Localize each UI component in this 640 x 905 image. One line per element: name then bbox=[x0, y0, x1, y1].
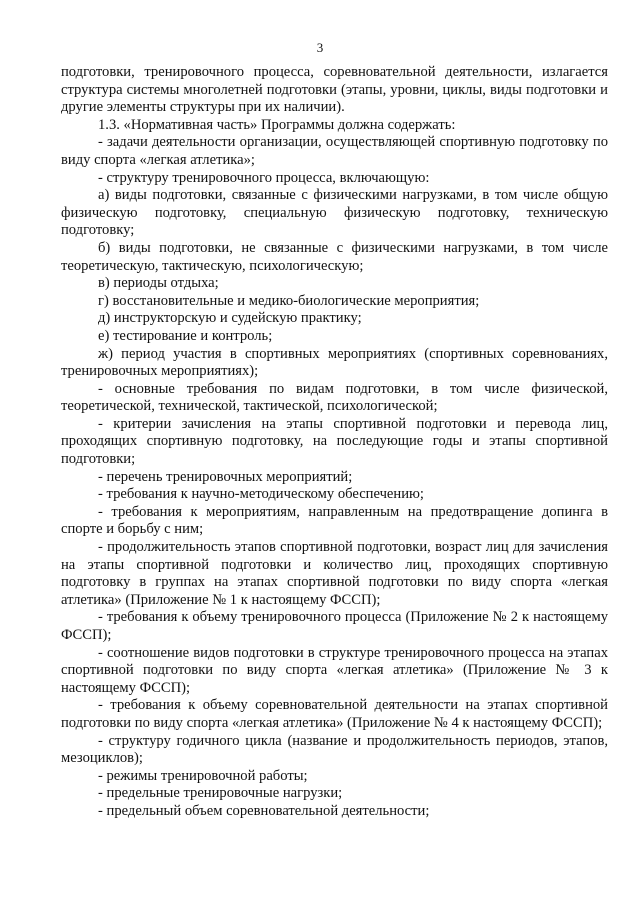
list-item: - перечень тренировочных мероприятий; bbox=[98, 468, 353, 485]
sub-item: е) тестирование и контроль; bbox=[98, 327, 273, 344]
sub-item: г) восстановительные и медико-биологические мероприятия; bbox=[98, 292, 480, 309]
list-item: - задачи деятельности организации, осуществляющей спортивную подготовку по виду спорта «легкая атлетика»; bbox=[61, 134, 608, 168]
list-item: - продолжительность этапов спортивной подготовки, возраст лиц для зачисления на этапы спортивной подготовки и количество лиц, проходящих спортивную подготовку в группах на этапах спортивной подготовки по виду спорта «легкая атлетика» (Приложение № 1 к настоящему ФССП); bbox=[61, 539, 608, 608]
sub-item: д) инструкторскую и судейскую практику; bbox=[98, 310, 362, 327]
document-body bbox=[61, 64, 608, 821]
list-item: - требования к научно-методическому обеспечению; bbox=[98, 486, 424, 503]
list-item: - режимы тренировочной работы; bbox=[98, 767, 308, 784]
paragraph-continuation: подготовки, тренировочного процесса, соревновательной деятельности, излагается структура системы многолетней подготовки (этапы, уровни, циклы, виды подготовки и другие элементы структуры при их наличии). bbox=[61, 64, 608, 116]
list-item: - структуру годичного цикла (название и продолжительность периодов, этапов, мезоциклов); bbox=[61, 732, 608, 767]
sub-item: а) виды подготовки, связанные с физическими нагрузками, в том числе общую физическую подготовку, специальную физическую подготовку, техническую подготовку; bbox=[61, 187, 608, 239]
list-item: - предельный объем соревновательной деятельности; bbox=[98, 802, 430, 819]
list-item: - предельные тренировочные нагрузки; bbox=[98, 785, 343, 802]
sub-item: в) периоды отдыха; bbox=[98, 275, 219, 292]
list-item: - структуру тренировочного процесса, включающую: bbox=[98, 169, 430, 186]
list-item: - требования к мероприятиям, направленным на предотвращение допинга в спорте и борьбу с ним; bbox=[61, 503, 608, 538]
list-item: - основные требования по видам подготовки, в том числе физической, теоретической, технической, тактической, психологической; bbox=[61, 380, 608, 415]
sub-item: ж) период участия в спортивных мероприятиях (спортивных соревнованиях, тренировочных мероприятиях); bbox=[61, 345, 608, 380]
sub-item: б) виды подготовки, не связанные с физическими нагрузками, в том числе теоретическую, тактическую, психологическую; bbox=[61, 239, 608, 274]
list-item: - критерии зачисления на этапы спортивной подготовки и перевода лиц, проходящих спортивную подготовку, на последующие годы и этапы спортивной подготовки; bbox=[61, 415, 608, 468]
list-item: - требования к объему соревновательной деятельности на этапах спортивной подготовки по виду спорта «легкая атлетика» (Приложение № 4 к настоящему ФССП); bbox=[61, 697, 608, 731]
section-heading: 1.3. «Нормативная часть» Программы должна содержать: bbox=[98, 116, 456, 133]
page-number: 3 bbox=[316, 40, 324, 55]
list-item: - соотношение видов подготовки в структуре тренировочного процесса на этапах спортивной подготовки по виду спорта «легкая атлетика» (Приложение № 3 к настоящему ФССП); bbox=[61, 644, 608, 696]
list-item: - требования к объему тренировочного процесса (Приложение № 2 к настоящему ФССП); bbox=[61, 609, 608, 643]
